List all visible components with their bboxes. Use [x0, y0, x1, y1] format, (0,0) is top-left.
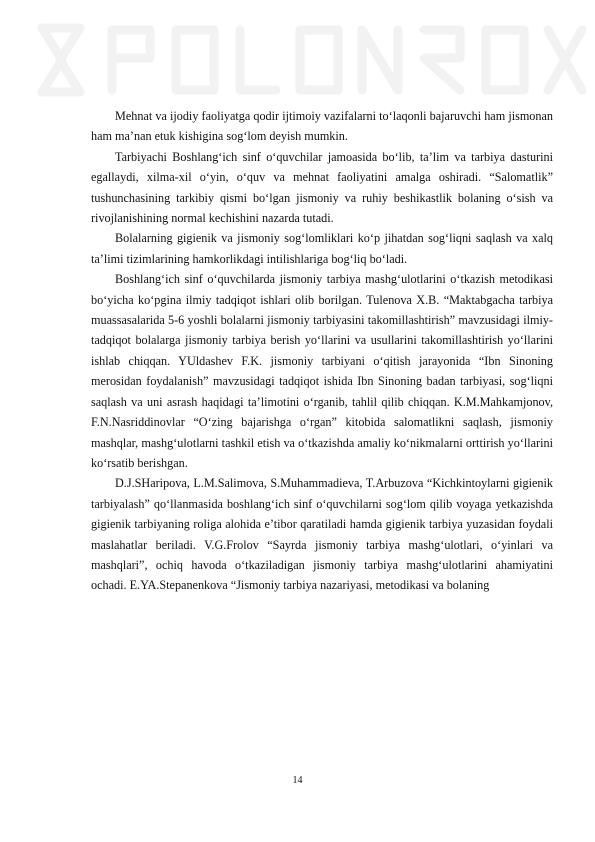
- paragraph-2-text: Tarbiyachi Boshlang‘ich sinf o‘quvchilar jamoasida bo‘lib, ta’lim va tarbiya dasturini egallaydi, xilma-xil o‘yin, o‘quv va mehnat faoliyatini amalga oshiradi. “Salomatlik” tushunchasining tarkibiy qismi bo‘lgan jismoniy va ruhiy beshikastlik bolaning o‘sish va rivojlanishining normal kechishini nazarda tutadi.: [91, 149, 553, 226]
- paragraph-3: [91, 228, 553, 269]
- paragraph-2: [91, 147, 553, 229]
- paragraph-3-text: Bolalarning gigienik va jismoniy sog‘lomliklari ko‘p jihatdan sog‘liqni saqlash va xalq ta’limi tizimlarining hamkorlikdagi intilishlariga bog‘liq bo‘ladi.: [91, 231, 553, 266]
- page-body: [91, 106, 553, 596]
- paragraph-4-text: Boshlang‘ich sinf o‘quvchilarda jismoniy tarbiya mashg‘ulotlarini o‘tkazish metodikasi bo‘yicha ko‘pgina ilmiy tadqiqot ishlari olib borilgan. Tulenova X.B. “Maktabgacha tarbiya muassasalarida 5-6 yoshli bolalarni jismoniy tarbiyasini takomillashtirish” mavzusidagi ilmiy-tadqiqot bolalarga jismoniy tarbiya berish yo‘llarini va usullarini takomillashtirish yo‘llarini ishlab chiqqan. YUldashev F.K. jismoniy tarbiyani o‘qitish jarayonida “Ibn Sinoning merosidan foydalanish” mavzusidagi tadqiqot ishida Ibn Sinoning badan tarbiyasi, sog‘liqni saqlash va uni asrash haqidagi ta’limotini o‘rganib, tahlil qilib chiqqan. K.M.Mahkamjonov, F.N.Nasriddinovlar “O‘zing bajarishga o‘rgan” kitobida salomatlikni saqlash, jismoniy mashqlar, mashg‘ulotlarni tashkil etish va o‘tkazishda amaliy ko‘nikmalarni orttirish yo‘llarini ko‘rsatib berishgan.: [91, 272, 553, 470]
- paragraph-4: [91, 269, 553, 473]
- paragraph-1: [91, 106, 553, 147]
- paragraph-5: [91, 473, 553, 595]
- page-number: 14: [292, 775, 303, 786]
- paragraph-1-text: Mehnat va ijodiy faoliyatga qodir ijtimoiy vazifalarni to‘laqonli bajaruvchi ham jismonan ham ma’nan etuk kishigina sog‘lom deyish mumkin.: [91, 109, 553, 144]
- paragraph-5-text: D.J.SHaripova, L.M.Salimova, S.Muhammadieva, T.Arbuzova “Kichkintoylarni gigienik tarbiyalash” qo‘llanmasida boshlang‘ich sinf o‘quvchilarni sog‘lom qilib voyaga yetkazishda gigienik tarbiyaning roliga alohida e’tibor qaratiladi hamda gigienik tarbiya yuzasidan foydali maslahatlar beriladi. V.G.Frolov “Sayrda jismoniy tarbiya mashg‘ulotlari, o‘yinlari va mashqlari”, ochiq havoda o‘tkaziladigan jismoniy tarbiya mashg‘ulotlarini ahamiyatini ochadi. E.YA.Stepanenkova “Jismoniy tarbiya nazariyasi, metodikasi va bolaning: [91, 476, 553, 593]
